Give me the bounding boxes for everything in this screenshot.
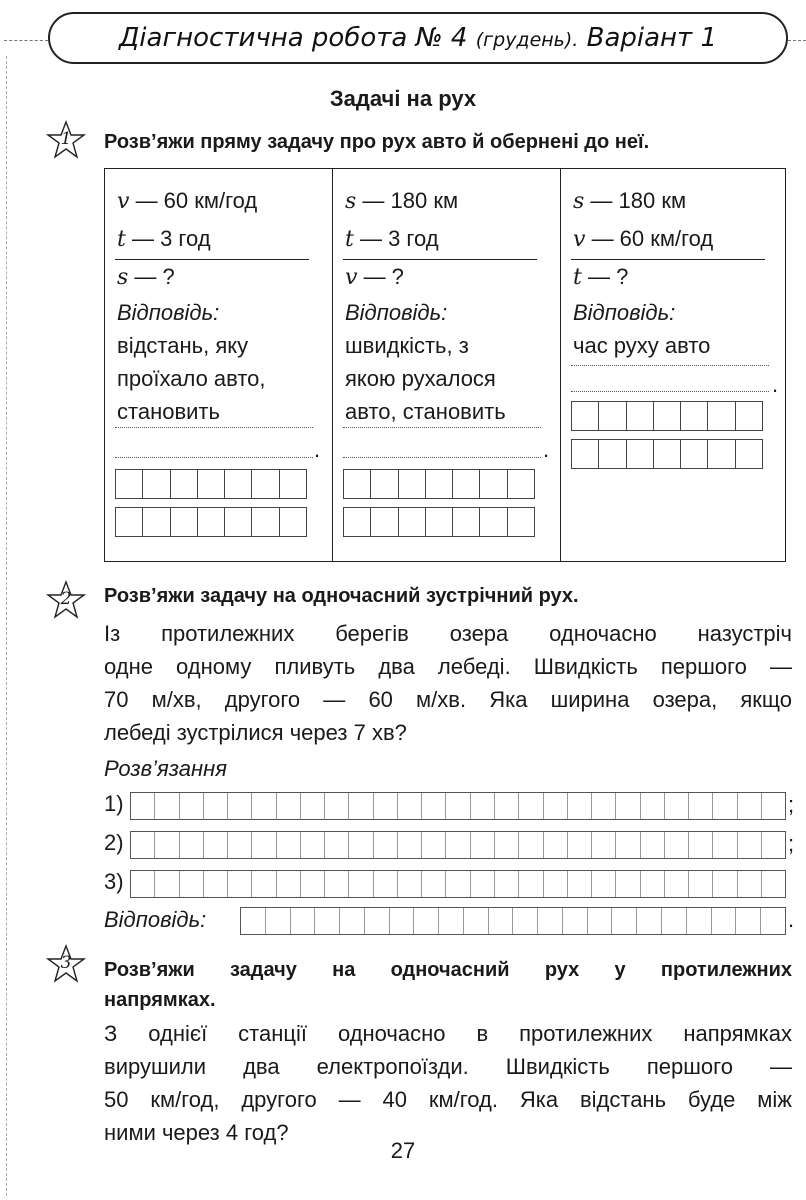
task2-step3-answer-cells[interactable] bbox=[130, 870, 786, 898]
task1-col3-answer-cells[interactable] bbox=[571, 401, 763, 431]
task2-step2-end: ; bbox=[788, 831, 795, 856]
task1-col3-answer-cells[interactable] bbox=[571, 439, 763, 469]
task2-step3-label: 3) bbox=[104, 869, 124, 894]
task1-col2-given-t: t — 3 год bbox=[345, 226, 439, 252]
task1-col1-given-t: t — 3 год bbox=[117, 226, 211, 252]
task1-table bbox=[104, 168, 786, 562]
task1-col3-period: . bbox=[772, 372, 779, 397]
task1-col2-answer-line[interactable] bbox=[343, 427, 541, 428]
task2-answer-period: . bbox=[788, 907, 795, 932]
page-number: 27 bbox=[390, 1138, 416, 1163]
task1-col1-period: . bbox=[314, 437, 321, 462]
task1-col2-question: v — ? bbox=[345, 264, 404, 290]
section-title: Задачі на рух bbox=[329, 86, 477, 111]
task2-star-icon bbox=[46, 580, 86, 620]
task1-col2-answer-line[interactable] bbox=[343, 457, 541, 458]
task2-step1-label: 1) bbox=[104, 791, 124, 816]
task1-col1-answer-cells[interactable] bbox=[115, 469, 307, 499]
header-dash-left bbox=[4, 40, 48, 41]
task1-col3-given-s: s — 180 км bbox=[573, 188, 687, 214]
task1-col3-answer-text: час руху авто bbox=[573, 333, 711, 358]
header-dash-right bbox=[788, 40, 806, 41]
task2-text: Із протилежних берегів озера одночасно назустріч одне одному пливуть два лебеді. Швидкість першого — 70 м/хв, другого — 60 м/хв. Яка ширина озера, якщо лебеді зустрілися через 7 хв? bbox=[104, 621, 792, 745]
task1-col1-answer-line[interactable] bbox=[115, 427, 313, 428]
task1-col1-answer-text: відстань, яку проїхало авто, становить bbox=[117, 333, 266, 424]
task2-solution-label: Розв’язання bbox=[104, 756, 227, 781]
task1-col-divider bbox=[332, 169, 333, 561]
header-title-main: Діагностична робота № 4 bbox=[118, 23, 468, 53]
task1-col3-question: t — ? bbox=[573, 264, 629, 290]
task1-col3-answer-line[interactable] bbox=[571, 391, 769, 392]
task1-col-divider bbox=[560, 169, 561, 561]
task1-col2-answer-label: Відповідь: bbox=[345, 300, 448, 325]
task1-col1-answer-label: Відповідь: bbox=[117, 300, 220, 325]
task1-col2-answer-cells[interactable] bbox=[343, 507, 535, 537]
task2-answer-label: Відповідь: bbox=[104, 907, 207, 932]
task1-col2-period: . bbox=[543, 437, 550, 462]
header-title bbox=[119, 23, 717, 53]
task3-star-icon bbox=[46, 944, 86, 984]
task2-step2-label: 2) bbox=[104, 830, 124, 855]
task1-col1-answer-line[interactable] bbox=[115, 457, 313, 458]
task2-heading: Розв’яжи задачу на одночасний зустрічний рух. bbox=[104, 585, 579, 607]
task2-answer-cells[interactable] bbox=[240, 907, 786, 935]
task1-col1-given-v: v — 60 км/год bbox=[117, 188, 258, 214]
task2-step2-answer-cells[interactable] bbox=[130, 831, 786, 859]
header-title-variant: Варіант 1 bbox=[586, 23, 717, 53]
task1-col2-answer-cells[interactable] bbox=[343, 469, 535, 499]
task1-col1-answer-cells[interactable] bbox=[115, 507, 307, 537]
task2-step1-answer-cells[interactable] bbox=[130, 792, 786, 820]
task1-number: 1 bbox=[60, 129, 72, 149]
task3-heading: Розв’яжи задачу на одночасний рух у протилежних напрямках. bbox=[104, 959, 792, 1011]
task3-text: З однієї станції одночасно в протилежних напрямках вирушили два електропоїзди. Швидкість першого — 50 км/год, другого — 40 км/год. Яка відстань буде між ними через 4 год? bbox=[104, 1021, 792, 1145]
header-title-paren: (грудень). bbox=[475, 29, 579, 51]
task1-col3-answer-label: Відповідь: bbox=[573, 300, 676, 325]
task1-star-icon bbox=[46, 120, 86, 160]
task1-col2-given-s: s — 180 км bbox=[345, 188, 459, 214]
task1-col3-given-v: v — 60 км/год bbox=[573, 226, 714, 252]
task1-col1-question: s — ? bbox=[117, 264, 175, 290]
task2-number: 2 bbox=[60, 589, 72, 609]
task3-number: 3 bbox=[60, 953, 72, 973]
header-banner bbox=[48, 12, 788, 64]
task2-step1-end: ; bbox=[788, 792, 795, 817]
margin-dash-line bbox=[6, 56, 7, 1196]
task1-col3-answer-line[interactable] bbox=[571, 365, 769, 366]
task1-col2-answer-text: швидкість, з якою рухалося авто, становить bbox=[345, 333, 506, 424]
task1-heading: Розв’яжи пряму задачу про рух авто й обернені до неї. bbox=[104, 131, 650, 153]
